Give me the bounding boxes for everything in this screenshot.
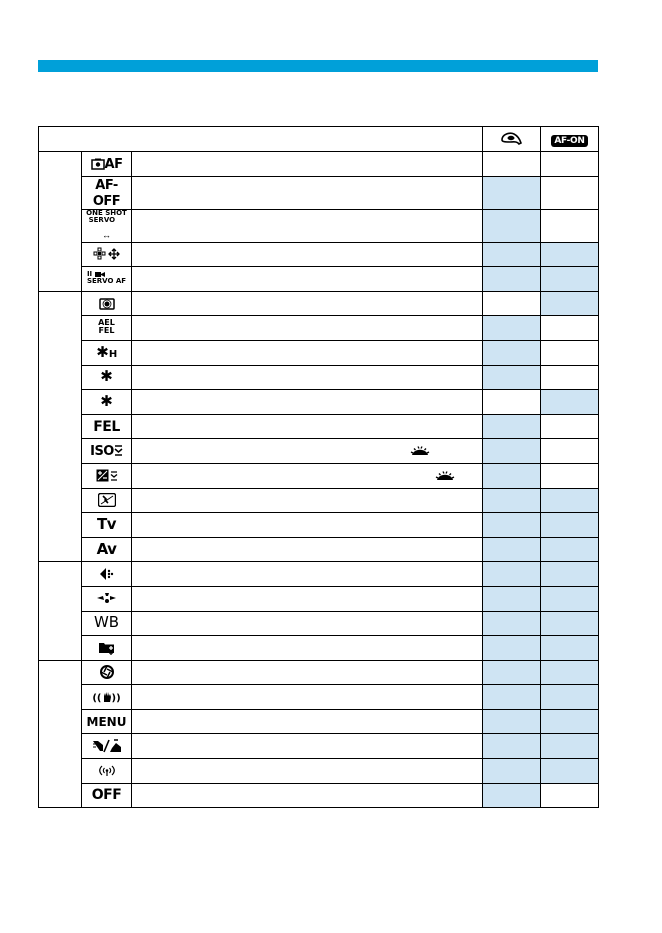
afon-availability-cell <box>541 783 599 808</box>
af-on-button-icon: AF-ON <box>551 135 587 147</box>
afon-availability-cell <box>541 660 599 685</box>
function-description-cell <box>132 709 483 734</box>
afon-availability-cell <box>541 488 599 513</box>
function-icon-cell <box>82 414 132 439</box>
function-icon-cell <box>82 586 132 611</box>
shutter-availability-cell <box>483 390 541 415</box>
afon-availability-cell <box>541 291 599 316</box>
shutter-availability-cell <box>483 709 541 734</box>
function-header-cell <box>39 127 483 152</box>
table-row <box>39 562 599 587</box>
shutter-availability-cell <box>483 365 541 390</box>
shutter-availability-cell <box>483 316 541 341</box>
function-description-cell <box>132 242 483 267</box>
ae-lock-while-pressed-icon: ✱ <box>100 391 113 410</box>
function-description-cell <box>132 537 483 562</box>
ael-fel-icon <box>98 320 115 337</box>
image-quality-icon <box>99 565 115 582</box>
table-header-row <box>39 127 599 152</box>
function-icon-cell <box>82 562 132 587</box>
afon-availability-cell <box>541 463 599 488</box>
function-description-cell <box>132 734 483 759</box>
depth-of-field-preview-icon <box>100 663 114 680</box>
function-icon-cell <box>82 759 132 784</box>
wireless-icon <box>98 762 116 779</box>
metering-af-start-icon <box>91 155 123 172</box>
shutter-availability-cell <box>483 759 541 784</box>
shutter-availability-cell <box>483 783 541 808</box>
shutter-availability-cell <box>483 562 541 587</box>
afon-availability-cell <box>541 152 599 177</box>
function-description-cell <box>132 488 483 513</box>
av-aperture-icon <box>97 541 117 558</box>
custom-controls-table <box>38 126 599 808</box>
av-text: Av <box>96 539 117 558</box>
table-row <box>39 488 599 513</box>
afon-availability-cell <box>541 439 599 464</box>
function-description-cell <box>132 209 483 242</box>
function-description-cell <box>132 586 483 611</box>
table-row <box>39 611 599 636</box>
afon-availability-cell <box>541 267 599 292</box>
menu-display-icon <box>87 713 127 730</box>
function-description-cell <box>132 611 483 636</box>
function-description-cell <box>132 365 483 390</box>
ae-lock-icon: ✱ <box>100 367 113 386</box>
afon-availability-cell <box>541 414 599 439</box>
iso-speed-dial-icon <box>90 442 123 459</box>
function-description-cell <box>132 636 483 661</box>
shutter-availability-cell <box>483 340 541 365</box>
function-description-cell <box>132 316 483 341</box>
afon-availability-cell <box>541 365 599 390</box>
afon-availability-cell <box>541 537 599 562</box>
function-icon-cell <box>82 537 132 562</box>
group-cell-3 <box>39 562 82 660</box>
function-icon-cell <box>82 340 132 365</box>
table-row <box>39 414 599 439</box>
shutter-availability-cell <box>483 586 541 611</box>
table-row <box>39 586 599 611</box>
image-stabilizer-icon: (( )) <box>92 693 121 705</box>
afon-availability-cell <box>541 759 599 784</box>
afon-availability-cell <box>541 586 599 611</box>
function-description-cell <box>132 267 483 292</box>
function-description-cell <box>132 513 483 538</box>
fe-lock-icon <box>93 418 120 435</box>
afon-availability-cell <box>541 734 599 759</box>
shutter-availability-cell <box>483 685 541 710</box>
afon-availability-cell <box>541 340 599 365</box>
function-icon-cell <box>82 783 132 808</box>
function-icon-cell <box>82 734 132 759</box>
function-icon-cell <box>82 365 132 390</box>
table-row <box>39 176 599 209</box>
shutter-availability-cell <box>483 209 541 242</box>
ael-text: AEL <box>98 318 115 328</box>
function-icon-cell <box>82 611 132 636</box>
shutter-availability-cell <box>483 537 541 562</box>
table-row <box>39 209 599 242</box>
afon-availability-cell <box>541 611 599 636</box>
shutter-availability-cell <box>483 636 541 661</box>
table-row <box>39 537 599 562</box>
ae-lock-hold-icon: ✱H <box>96 342 117 361</box>
afon-availability-cell <box>541 513 599 538</box>
shutter-availability-cell <box>483 242 541 267</box>
function-icon-cell <box>82 463 132 488</box>
function-icon-cell <box>82 209 132 242</box>
group-cell-1 <box>39 152 82 292</box>
tv-shutter-speed-icon <box>97 516 116 533</box>
metering-start-icon <box>99 295 115 312</box>
wb-text: WB <box>93 613 120 632</box>
shutter-availability-cell <box>483 513 541 538</box>
main-dial-icon <box>435 468 455 486</box>
shutter-availability-cell <box>483 463 541 488</box>
hold-text: H <box>108 348 117 360</box>
afon-availability-cell <box>541 316 599 341</box>
function-description-cell <box>132 685 483 710</box>
table-row <box>39 340 599 365</box>
off-text: OFF <box>91 787 122 804</box>
shutter-availability-cell <box>483 291 541 316</box>
exposure-comp-dial-icon <box>96 467 118 484</box>
function-description-cell <box>132 660 483 685</box>
table-row <box>39 463 599 488</box>
metering-af-text: AF <box>104 156 123 172</box>
table-row <box>39 734 599 759</box>
function-icon-cell <box>82 636 132 661</box>
shutter-availability-cell <box>483 176 541 209</box>
afon-availability-cell <box>541 636 599 661</box>
shutter-availability-cell <box>483 611 541 636</box>
shutter-availability-cell <box>483 734 541 759</box>
table-row <box>39 390 599 415</box>
section-header-bar <box>38 60 598 72</box>
function-description-cell <box>132 414 483 439</box>
function-icon-cell <box>82 267 132 292</box>
picture-style-icon <box>96 590 118 607</box>
function-description-cell <box>132 562 483 587</box>
table-row <box>39 267 599 292</box>
afon-availability-cell <box>541 685 599 710</box>
table-row <box>39 685 599 710</box>
function-description-cell <box>132 176 483 209</box>
table-row <box>39 709 599 734</box>
function-description-cell <box>132 152 483 177</box>
shutter-availability-cell <box>483 414 541 439</box>
function-icon-cell <box>82 488 132 513</box>
shutter-availability-cell <box>483 439 541 464</box>
servo-af-movie-icon: II SERVO AF <box>86 269 127 285</box>
function-description-cell <box>132 291 483 316</box>
menu-text: MENU <box>86 714 127 729</box>
afon-availability-cell <box>541 242 599 267</box>
function-description-cell <box>132 439 483 464</box>
group-cell-4 <box>39 660 82 808</box>
shutter-half-press-icon <box>499 131 525 147</box>
function-icon-cell <box>82 316 132 341</box>
function-icon-cell <box>82 513 132 538</box>
shutter-availability-cell <box>483 488 541 513</box>
function-icon-cell <box>82 242 132 267</box>
servo-text: SERVO <box>88 215 116 224</box>
iso-text: ISO <box>90 444 114 460</box>
white-balance-icon <box>94 614 119 631</box>
afon-column-header <box>541 127 599 152</box>
function-description-cell <box>132 340 483 365</box>
function-description-cell <box>132 463 483 488</box>
table-row <box>39 365 599 390</box>
function-description-cell <box>132 390 483 415</box>
table-row <box>39 783 599 808</box>
disable-function-icon <box>92 786 122 803</box>
function-icon-cell <box>82 439 132 464</box>
shutter-column-header <box>483 127 541 152</box>
function-icon-cell <box>82 660 132 685</box>
flash-exposure-comp-icon <box>98 491 116 508</box>
afon-availability-cell <box>541 209 599 242</box>
function-icon-cell <box>82 390 132 415</box>
table-row <box>39 636 599 661</box>
shooting-playback-switch-icon <box>92 737 122 754</box>
function-icon-cell <box>82 176 132 209</box>
folder-create-icon <box>98 639 115 656</box>
function-icon-cell <box>82 291 132 316</box>
table-row <box>39 439 599 464</box>
table-row <box>39 759 599 784</box>
one-shot-text: ONE SHOT <box>86 208 127 217</box>
table-row <box>39 152 599 177</box>
main-dial-icon <box>410 443 430 461</box>
af-off-text: AF-OFF <box>92 177 121 209</box>
table-row <box>39 660 599 685</box>
afon-availability-cell <box>541 709 599 734</box>
table-row <box>39 291 599 316</box>
af-point-direct-select-icon <box>92 245 122 262</box>
table-row <box>39 242 599 267</box>
afon-availability-cell <box>541 390 599 415</box>
afon-availability-cell <box>541 562 599 587</box>
servo-af-text: SERVO AF <box>86 276 127 285</box>
afon-availability-cell <box>541 176 599 209</box>
group-cell-2 <box>39 291 82 562</box>
tv-text: Tv <box>96 514 116 533</box>
shutter-availability-cell <box>483 267 541 292</box>
function-description-cell <box>132 759 483 784</box>
table-row <box>39 513 599 538</box>
one-shot-servo-switch-icon: ONE SHOT SERVO↔ <box>86 208 127 240</box>
function-icon-cell <box>82 152 132 177</box>
shutter-availability-cell <box>483 660 541 685</box>
fel-small-text: FEL <box>98 326 115 336</box>
function-icon-cell <box>82 685 132 710</box>
af-off-icon <box>93 176 120 209</box>
table-row <box>39 316 599 341</box>
shutter-availability-cell <box>483 152 541 177</box>
function-icon-cell <box>82 709 132 734</box>
fel-text: FEL <box>93 418 120 435</box>
function-description-cell <box>132 783 483 808</box>
